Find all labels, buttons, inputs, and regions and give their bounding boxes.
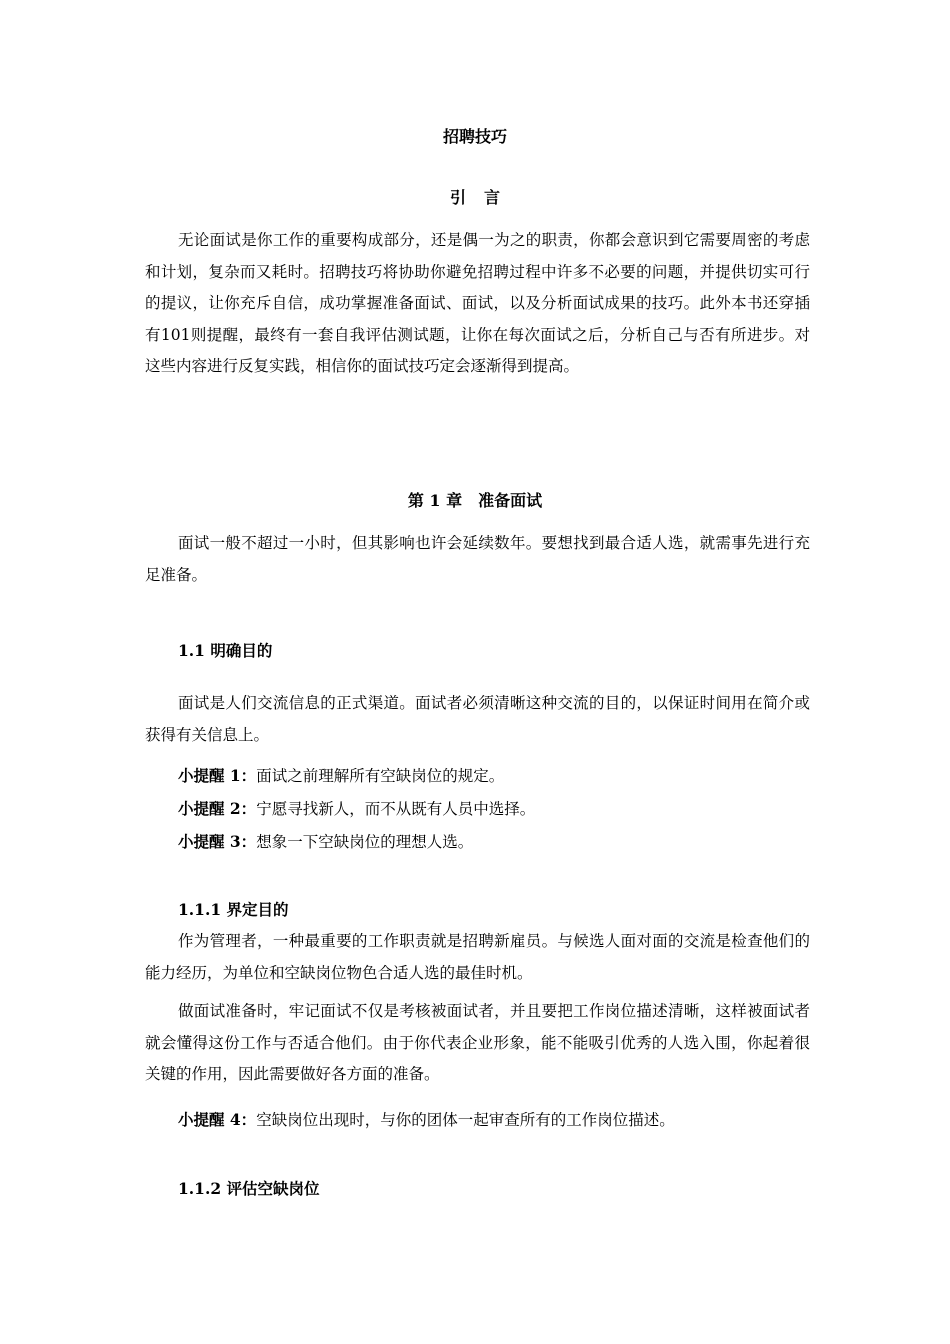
section-1-1-paragraph: 面试是人们交流信息的正式渠道。面试者必须清晰这种交流的目的，以保证时间用在简介或获得有关信息上。 xyxy=(145,694,810,744)
tip-3 xyxy=(178,832,473,852)
tip-3-label: 小提醒 3： xyxy=(178,832,257,851)
chapter-1-paragraph: 面试一般不超过一小时，但其影响也许会延续数年。要想找到最合适人选，就需事先进行充足准备。 xyxy=(145,534,810,584)
intro-heading: 引言 xyxy=(449,188,518,207)
tip-1-text: 面试之前理解所有空缺岗位的规定。 xyxy=(256,767,505,785)
tip-2-label: 小提醒 2： xyxy=(178,799,257,818)
tip-3-text: 想象一下空缺岗位的理想人选。 xyxy=(256,833,474,851)
tip-1-label: 小提醒 1： xyxy=(178,766,257,785)
section-1-1-1-paragraph-2: 做面试准备时，牢记面试不仅是考核被面试者，并且要把工作岗位描述清晰，这样被面试者就会懂得这份工作与否适合他们。由于你代表企业形象，能不能吸引优秀的人选入围，你起着很关键的作用，因此需要做好各方面的准备。 xyxy=(145,1002,810,1083)
tip-4 xyxy=(178,1110,675,1130)
tip-2-text: 宁愿寻找新人，而不从既有人员中选择。 xyxy=(256,800,536,818)
tip-1 xyxy=(178,766,504,786)
section-1-1-heading: 1.1 明确目的 xyxy=(178,641,273,660)
section-1-1-2-heading: 1.1.2 评估空缺岗位 xyxy=(178,1179,320,1198)
section-1-1-1-heading: 1.1.1 界定目的 xyxy=(178,900,289,919)
tip-4-label: 小提醒 4： xyxy=(178,1110,257,1129)
intro-paragraph: 无论面试是你工作的重要构成部分，还是偶一为之的职责，你都会意识到它需要周密的考虑和计划，复杂而又耗时。招聘技巧将协助你避免招聘过程中许多不必要的问题，并提供切实可行的提议，让你充斥自信，成功掌握准备面试、面试，以及分析面试成果的技巧。此外本书还穿插有101则提醒，最终有一套自我评估测试题，让你在每次面试之后，分析自己与否有所进步。对这些内容进行反复实践，相信你的面试技巧定会逐渐得到提高。 xyxy=(145,231,810,375)
tip-2 xyxy=(178,799,535,819)
chapter-1-heading: 第 1 章 准备面试 xyxy=(407,491,543,510)
document-title: 招聘技巧 xyxy=(442,127,507,146)
section-1-1-1-paragraph-1: 作为管理者，一种最重要的工作职责就是招聘新雇员。与候选人面对面的交流是检查他们的能力经历，为单位和空缺岗位物色合适人选的最佳时机。 xyxy=(145,932,810,982)
tip-4-text: 空缺岗位出现时，与你的团体一起审查所有的工作岗位描述。 xyxy=(256,1111,675,1129)
